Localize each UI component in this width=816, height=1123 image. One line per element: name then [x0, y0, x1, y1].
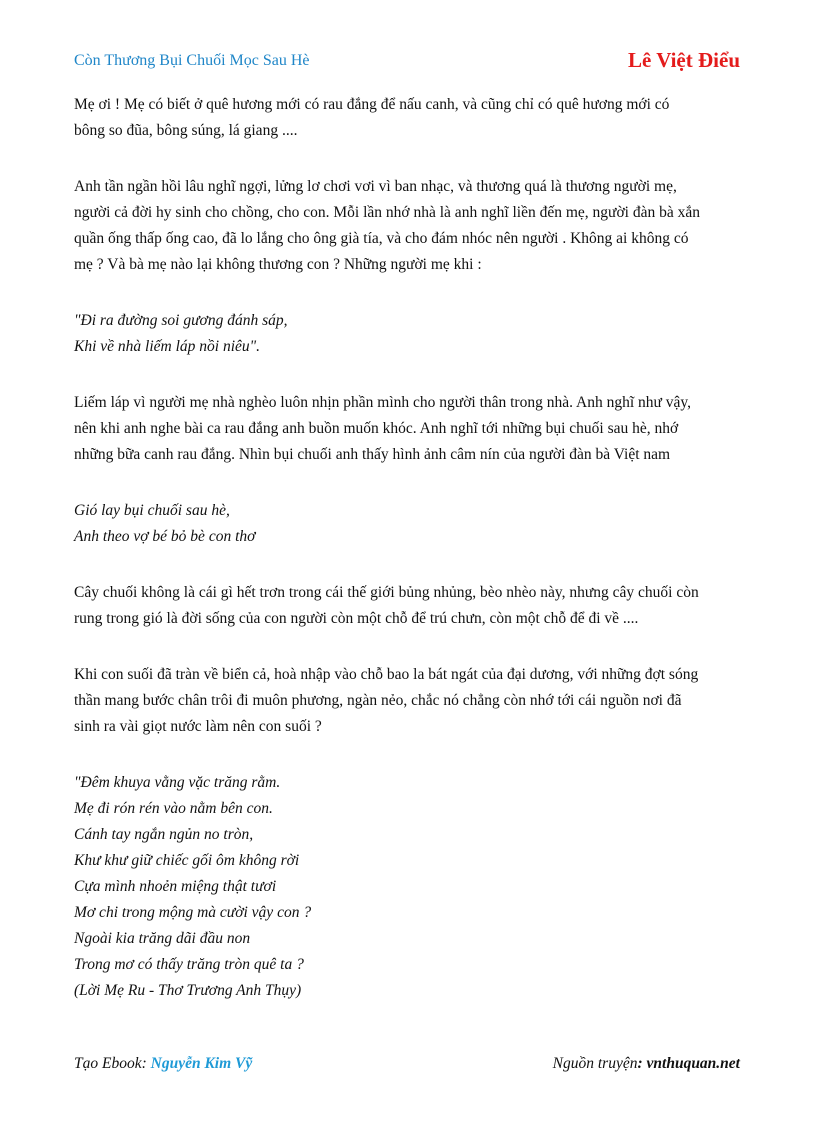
line: người cả đời hy sinh cho chồng, cho con. Mỗi lần nhớ nhà là anh nghĩ liền đến mẹ, người đàn bà xắn [74, 204, 700, 221]
verse-line: "Đêm khuya vằng vặc trăng rằm. [74, 774, 281, 791]
line: quần ống thấp ống cao, đã lo lắng cho ông già tía, và cho đám nhóc nên người . Không ai không có [74, 230, 689, 247]
verse-line: Trong mơ có thấy trăng tròn quê ta ? [74, 956, 304, 973]
footer-ebook-credit [74, 1055, 252, 1073]
source-separator: : [637, 1055, 647, 1072]
paragraph [74, 92, 750, 144]
line: mẹ ? Và bà mẹ nào lại không thương con ? Những người mẹ khi : [74, 256, 482, 273]
line: Anh tần ngần hồi lâu nghĩ ngợi, lửng lơ chơi vơi vì ban nhạc, và thương quá là thương người mẹ, [74, 178, 677, 195]
line: Cây chuối không là cái gì hết trơn trong cái thế giới bủng nhủng, bèo nhèo này, nhưng cây chuối còn [74, 584, 699, 601]
paragraph [74, 662, 750, 740]
line: bông so đũa, bông súng, lá giang .... [74, 122, 298, 139]
ebook-creator-link[interactable]: Nguyễn Kim Vỹ [150, 1055, 253, 1072]
verse-line: Cánh tay ngắn ngủn no tròn, [74, 826, 254, 843]
ebook-label: Tạo Ebook [74, 1055, 142, 1072]
verse [74, 498, 750, 550]
verse-line: Mẹ đi rón rén vào nằm bên con. [74, 800, 273, 817]
paragraph [74, 580, 750, 632]
verse-line: Khư khư giữ chiếc gối ôm không rời [74, 852, 300, 869]
verse-line: Khi về nhà liếm láp nồi niêu". [74, 338, 261, 355]
line: Mẹ ơi ! Mẹ có biết ở quê hương mới có rau đắng để nấu canh, và cũng chỉ có quê hương mới có [74, 96, 670, 113]
source-label: Nguồn truyện [552, 1055, 638, 1072]
verse [74, 308, 750, 360]
line: sinh ra vài giọt nước làm nên con suối ? [74, 718, 322, 735]
verse-line: "Đi ra đường soi gương đánh sáp, [74, 312, 288, 329]
source-site-link[interactable]: vnthuquan.net [646, 1055, 740, 1072]
verse-line: Anh theo vợ bé bỏ bè con thơ [74, 528, 256, 545]
author-name: Lê Việt Điểu [628, 48, 740, 72]
verse-line: Mơ chi trong mộng mà cười vậy con ? [74, 904, 312, 921]
document-title: Còn Thương Bụi Chuối Mọc Sau Hè [74, 52, 310, 69]
verse [74, 770, 750, 1004]
verse-line: Ngoài kia trăng dãi đầu non [74, 930, 251, 947]
verse-attribution: (Lời Mẹ Ru - Thơ Trương Anh Thụy) [74, 982, 302, 999]
line: rung trong gió là đời sống của con người còn một chỗ để trú chưn, còn một chỗ để đi về .... [74, 610, 639, 627]
paragraph [74, 390, 750, 468]
line: những bữa canh rau đắng. Nhìn bụi chuối anh thấy hình ảnh câm nín của người đàn bà Việt nam [74, 446, 671, 463]
line: nên khi anh nghe bài ca rau đắng anh buồn muốn khóc. Anh nghĩ tới những bụi chuối sau hè, nhớ [74, 420, 679, 437]
article-body [74, 92, 750, 1034]
line: Liếm láp vì người mẹ nhà nghèo luôn nhịn phần mình cho người thân trong nhà. Anh nghĩ như vậy, [74, 394, 692, 411]
verse-line: Cựa mình nhoẻn miệng thật tươi [74, 878, 277, 895]
line: thần mang bước chân trôi đi muôn phương, ngàn nẻo, chắc nó chẳng còn nhớ tới cái nguồn nơi đã [74, 692, 682, 709]
paragraph [74, 174, 750, 278]
ebook-separator: : [141, 1055, 151, 1072]
line: Khi con suối đã tràn về biển cả, hoà nhập vào chỗ bao la bát ngát của đại dương, với những đợt sóng [74, 666, 699, 683]
footer-source-credit [553, 1055, 740, 1073]
verse-line: Gió lay bụi chuối sau hè, [74, 502, 230, 519]
